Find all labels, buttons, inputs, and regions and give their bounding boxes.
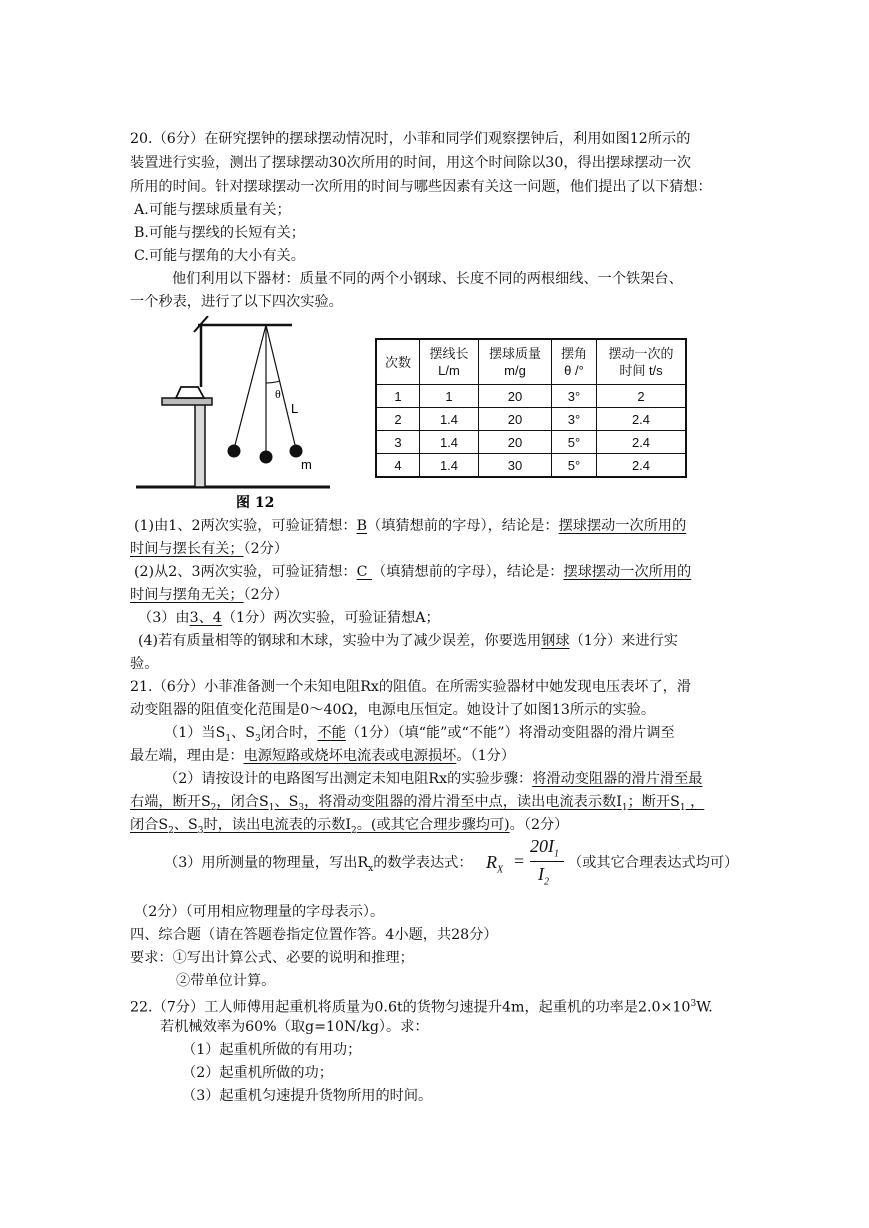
table-cell: 2.4	[597, 454, 687, 478]
table-cell: 20	[479, 408, 552, 431]
rx-formula	[486, 836, 564, 888]
table-cell: 1	[420, 385, 479, 408]
table-cell: 2	[597, 385, 687, 408]
fraction-bar	[530, 861, 564, 862]
table-cell: 1.4	[420, 408, 479, 431]
ball-center	[260, 451, 273, 464]
q21-step-1-line-2: 最左端，理由是：电源短路或烧坏电流表或电源损坏。（1分）	[130, 748, 516, 764]
table-cell: 3°	[552, 385, 597, 408]
formula-denominator: $I_2$	[538, 864, 549, 888]
q22-item-2: （2）起重机所做的功；	[182, 1065, 333, 1081]
q21-step-1-line-1: （1）当$S_1$、$S_3$闭合时，不能（1分）（填“能”或“不能”）将滑动变阻器的滑片调至	[164, 725, 675, 744]
q21-step-3-line-1: （3）用所测量的物理量，写出$R_x$的数学表达式：	[164, 855, 473, 874]
q20-answer-4-line-1: (4)若有质量相等的钢球和木球，实验中为了减少误差，你要选用钢球（1分）来进行实	[138, 633, 678, 649]
string-right	[266, 325, 299, 449]
table-cell: 1.4	[420, 454, 479, 478]
q21-intro-line-1: 21.（6分）小菲准备测一个未知电阻Rx的阻值。在所需实验器材中她发现电压表坏了，滑	[130, 679, 692, 695]
table-cell: 5°	[552, 454, 597, 478]
q20-answer-4-line-2: 验。	[130, 656, 159, 672]
table-row	[376, 454, 686, 478]
table-cell: 30	[479, 454, 552, 478]
section-4-title: 四、综合题（请在答题卷指定位置作答。4小题，共28分）	[130, 927, 498, 943]
q20-guess-c: C.可能与摆角的大小有关。	[134, 248, 305, 264]
table-cell: 3°	[552, 408, 597, 431]
experiment-table	[375, 338, 687, 478]
q20-intro-line-1: 20.（6分）在研究摆钟的摆球摆动情况时，小菲和同学们观察摆钟后，利用如图12所示的	[130, 131, 691, 147]
q20-materials-line-2: 一个秒表，进行了以下四次实验。	[130, 294, 343, 310]
stand-lower-pole	[195, 404, 205, 487]
q20-intro-line-3: 所用的时间。针对摆球摆动一次所用的时间与哪些因素有关这一问题，他们提出了以下猜想：	[130, 179, 712, 195]
figure-caption: 图 12	[236, 495, 275, 511]
q22-line-1: 22.（7分）工人师傅用起重机将质量为0.6t的货物匀速提升4m，起重机的功率是$2.0\times 10^3W$.	[130, 999, 713, 1016]
string-left	[234, 325, 266, 449]
table-header-row	[376, 339, 686, 385]
q20-answer-2-line-2: 时间与摆角无关；（2分）	[130, 587, 289, 603]
table-cell: 20	[479, 431, 552, 454]
q21-step-2-line-3: 闭合$S_2$、$S_3$时，读出电流表的示数$I_2$。(或其它合理步骤均可)。（2分）	[130, 817, 569, 836]
table-cell: 2.4	[597, 431, 687, 454]
q20-answer-1-line-2: 时间与摆长有关；（2分）	[130, 541, 289, 557]
formula-r: $R_X$	[486, 852, 504, 876]
q21-step-2-line-1: （2）请按设计的电路图写出测定未知电阻Rx的实验步骤：将滑动变阻器的滑片滑至最	[164, 771, 703, 787]
header-period: 摆动一次的 时间 t/s	[597, 339, 687, 385]
table-cell: 20	[479, 385, 552, 408]
ball-right	[290, 445, 303, 458]
header-count: 次数	[376, 339, 420, 385]
q21-intro-line-2: 动变阻器的阻值变化范围是0～40Ω，电源电压恒定。她设计了如图13所示的实验。	[130, 702, 656, 718]
table-row	[376, 431, 686, 454]
clamp	[176, 387, 204, 398]
table-cell: 4	[376, 454, 420, 478]
q22-item-1: （1）起重机所做的有用功；	[182, 1042, 362, 1058]
q20-answer-1-line-1: (1)由1、2两次实验，可验证猜想：B（填猜想前的字母），结论是：摆球摆动一次所用的	[134, 518, 687, 534]
q22-line-2: 若机械效率为60%（取g=10N/kg）。求：	[160, 1019, 429, 1035]
length-label: L	[291, 401, 299, 416]
q21-step-3-score: （2分）（可用相应物理量的字母表示）。	[134, 904, 385, 920]
q21-step-3-alt: （或其它合理表达式均可）	[568, 855, 739, 871]
q22-item-3: （3）起重机匀速提升货物所用的时间。	[182, 1088, 433, 1104]
mass-label: m	[301, 457, 312, 472]
table-row	[376, 385, 686, 408]
pendulum-figure	[132, 316, 342, 512]
q20-answer-2-line-1: (2)从2、3两次实验，可验证猜想：C （填猜想前的字母），结论是：摆球摆动一次所用的	[134, 564, 692, 580]
formula-equals: =	[514, 851, 525, 871]
q20-answer-3: （3）由3、4（1分）两次实验，可验证猜想A；	[138, 610, 440, 626]
q20-intro-line-2: 装置进行实验，测出了摆球摆动30次所用的时间，用这个时间除以30，得出摆球摆动一次	[130, 155, 692, 171]
q20-guess-a: A.可能与摆球质量有关；	[134, 202, 291, 218]
header-mass: 摆球质量 m/g	[479, 339, 552, 385]
clamp-plate	[162, 398, 212, 405]
table-cell: 3	[376, 431, 420, 454]
theta-label: θ	[275, 387, 281, 401]
header-angle: 摆角 θ /°	[552, 339, 597, 385]
q20-materials-line-1: 他们利用以下器材：质量不同的两个小钢球、长度不同的两根细线、一个铁架台、	[172, 271, 683, 287]
table-cell: 1.4	[420, 431, 479, 454]
table-row	[376, 408, 686, 431]
table-cell: 2	[376, 408, 420, 431]
table-cell: 2.4	[597, 408, 687, 431]
section-4-req-2: ②带单位计算。	[176, 973, 276, 989]
header-length: 摆线长 L/m	[420, 339, 479, 385]
q20-guess-b: B.可能与摆线的长短有关；	[134, 225, 305, 241]
angle-arc	[266, 381, 280, 383]
section-4-req-1: 要求：①写出计算公式、必要的说明和推理；	[130, 950, 414, 966]
table-cell: 1	[376, 385, 420, 408]
q21-step-2-line-2: 右端，断开$S_2$，闭合$S_1$、$S_3$，将滑动变阻器的滑片滑至中点，读出电流表示数$I_1$；断开$S_1$ ，	[130, 794, 705, 813]
ball-left	[228, 445, 241, 458]
formula-numerator: $20I_1$	[530, 836, 559, 860]
table-cell: 5°	[552, 431, 597, 454]
